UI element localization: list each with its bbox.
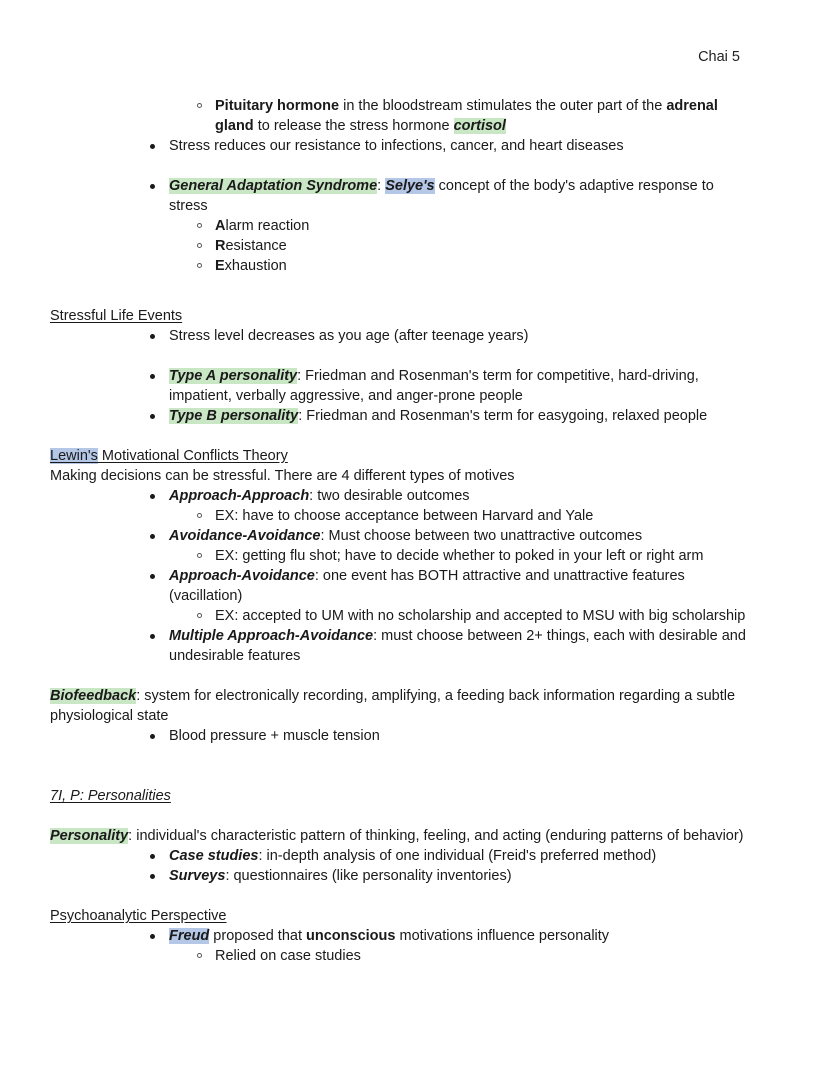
conflict-term: Approach-Approach [169, 488, 310, 504]
list-item [147, 136, 750, 156]
gas-stages-list [50, 216, 750, 276]
stage-rest: larm reaction [225, 218, 310, 234]
pituitary-mid2: to release the stress hormone [253, 118, 454, 134]
conflicts-list [50, 626, 750, 666]
personality-highlight: Personality [50, 828, 129, 844]
circle-bullet-icon [197, 513, 202, 518]
pituitary-list [50, 96, 750, 136]
biofeedback-list [50, 726, 750, 746]
section-heading-psychoanalytic: Psychoanalytic Perspective [50, 908, 227, 924]
conflict-example: EX: accepted to UM with no scholarship and accepted to MSU with big scholarship [215, 608, 746, 624]
circle-bullet-icon [197, 223, 202, 228]
list-item [147, 866, 750, 886]
circle-bullet-icon [197, 103, 202, 108]
pituitary-mid: in the bloodstream stimulates the outer part of the [339, 98, 667, 114]
stress-age-text: Stress level decreases as you age (after teenage years) [169, 328, 529, 344]
conflict-rest: : must choose between 2+ things, each with desirable and undesirable features [169, 628, 746, 664]
disc-bullet-icon [150, 734, 155, 739]
section-heading-personalities: 7I, P: Personalities [50, 788, 171, 804]
circle-bullet-icon [197, 243, 202, 248]
stage-rest: esistance [225, 238, 287, 254]
list-item [147, 366, 750, 406]
disc-bullet-icon [150, 534, 155, 539]
conflicts-list [50, 526, 750, 546]
circle-bullet-icon [197, 553, 202, 558]
conflict-example-list [50, 546, 750, 566]
spacer [50, 276, 750, 306]
list-item [194, 96, 750, 136]
freud-rest-a: proposed that [209, 928, 307, 944]
personality-paragraph [50, 826, 750, 846]
type-b-rest: : Friedman and Rosenman's term for easygoing, relaxed people [298, 408, 708, 424]
list-item [147, 526, 750, 546]
disc-bullet-icon [150, 144, 155, 149]
method-rest: : questionnaires (like personality inventories) [225, 868, 512, 884]
conflict-term: Multiple Approach-Avoidance [169, 628, 374, 644]
disc-bullet-icon [150, 184, 155, 189]
document-body [50, 96, 750, 966]
method-rest: : in-depth analysis of one individual (Freid's preferred method) [258, 848, 657, 864]
section-heading-lewin [50, 446, 750, 466]
spacer [50, 806, 750, 826]
disc-bullet-icon [150, 374, 155, 379]
circle-bullet-icon [197, 953, 202, 958]
list-item [194, 216, 750, 236]
page-header-label: Chai 5 [698, 49, 740, 65]
stage-initial: E [215, 258, 225, 274]
list-item [194, 546, 750, 566]
relied-case-studies-text: Relied on case studies [215, 948, 361, 964]
unconscious-term: unconscious [306, 928, 396, 944]
list-item [147, 326, 750, 346]
pituitary-term: Pituitary hormone [215, 98, 340, 114]
lewin-name-highlight: Lewin's [50, 448, 98, 464]
disc-bullet-icon [150, 414, 155, 419]
list-item [147, 726, 750, 746]
conflict-rest: : two desirable outcomes [309, 488, 470, 504]
circle-bullet-icon [197, 263, 202, 268]
list-item [194, 256, 750, 276]
list-item [194, 236, 750, 256]
list-item [147, 626, 750, 666]
type-a-rest: : Friedman and Rosenman's term for competitive, hard-driving, impatient, verbally aggressive, and anger-prone people [169, 368, 699, 404]
adrenal-gland-term: adrenal gland [215, 98, 718, 134]
disc-bullet-icon [150, 494, 155, 499]
spacer [50, 346, 750, 366]
psychoanalytic-list [50, 926, 750, 946]
stage-initial: R [215, 238, 226, 254]
gas-rest: concept of the body's adaptive response to stress [169, 178, 714, 214]
conflict-example-list [50, 506, 750, 526]
stress-resistance-list [50, 136, 750, 156]
list-item [194, 946, 750, 966]
personality-rest: : individual's characteristic pattern of thinking, feeling, and acting (enduring patterns of behavior) [128, 828, 744, 844]
biofeedback-rest: : system for electronically recording, amplifying, a feeding back information regarding a subtle physiological state [50, 688, 736, 724]
disc-bullet-icon [150, 934, 155, 939]
spacer [50, 426, 750, 446]
conflicts-list [50, 486, 750, 506]
cortisol-highlight: cortisol [453, 118, 506, 134]
method-term: Surveys [169, 868, 226, 884]
list-item [147, 406, 750, 426]
section-heading-stressful-life-events: Stressful Life Events [50, 308, 183, 324]
gas-colon: : [377, 178, 386, 194]
spacer [50, 666, 750, 686]
list-item [147, 176, 750, 216]
conflicts-list [50, 566, 750, 606]
selye-highlight: Selye's [385, 178, 435, 194]
conflict-example: EX: getting flu shot; have to decide whether to poked in your left or right arm [215, 548, 704, 564]
personality-types-list [50, 366, 750, 426]
conflict-rest: : one event has BOTH attractive and unattractive features (vacillation) [169, 568, 685, 604]
stressful-life-events-list [50, 326, 750, 346]
freud-rest-b: motivations influence personality [395, 928, 610, 944]
list-item [147, 846, 750, 866]
lewin-intro-text: Making decisions can be stressful. There are 4 different types of motives [50, 468, 515, 484]
gas-list [50, 176, 750, 216]
stage-initial: A [215, 218, 226, 234]
disc-bullet-icon [150, 634, 155, 639]
conflict-example-list [50, 606, 750, 626]
spacer [50, 156, 750, 176]
list-item [147, 486, 750, 506]
biofeedback-highlight: Biofeedback [50, 688, 137, 704]
conflict-example: EX: have to choose acceptance between Harvard and Yale [215, 508, 594, 524]
type-b-highlight: Type B personality [169, 408, 299, 424]
conflict-term: Approach-Avoidance [169, 568, 315, 584]
stress-resistance-text: Stress reduces our resistance to infections, cancer, and heart diseases [169, 138, 624, 154]
conflict-rest: : Must choose between two unattractive outcomes [320, 528, 643, 544]
type-a-highlight: Type A personality [169, 368, 298, 384]
gas-term-highlight: General Adaptation Syndrome [169, 178, 378, 194]
lewin-heading-rest: Motivational Conflicts Theory [97, 448, 288, 464]
stage-rest: xhaustion [224, 258, 287, 274]
method-term: Case studies [169, 848, 259, 864]
disc-bullet-icon [150, 854, 155, 859]
spacer [50, 886, 750, 906]
list-item [147, 566, 750, 606]
spacer [50, 746, 750, 786]
freud-highlight: Freud [169, 928, 210, 944]
list-item [194, 606, 750, 626]
list-item [194, 506, 750, 526]
disc-bullet-icon [150, 574, 155, 579]
methods-list [50, 846, 750, 886]
psychoanalytic-sub-list [50, 946, 750, 966]
list-item [147, 926, 750, 946]
biofeedback-paragraph [50, 686, 750, 726]
conflict-term: Avoidance-Avoidance [169, 528, 321, 544]
circle-bullet-icon [197, 613, 202, 618]
disc-bullet-icon [150, 334, 155, 339]
biofeedback-bullet-text: Blood pressure + muscle tension [169, 728, 380, 744]
disc-bullet-icon [150, 874, 155, 879]
